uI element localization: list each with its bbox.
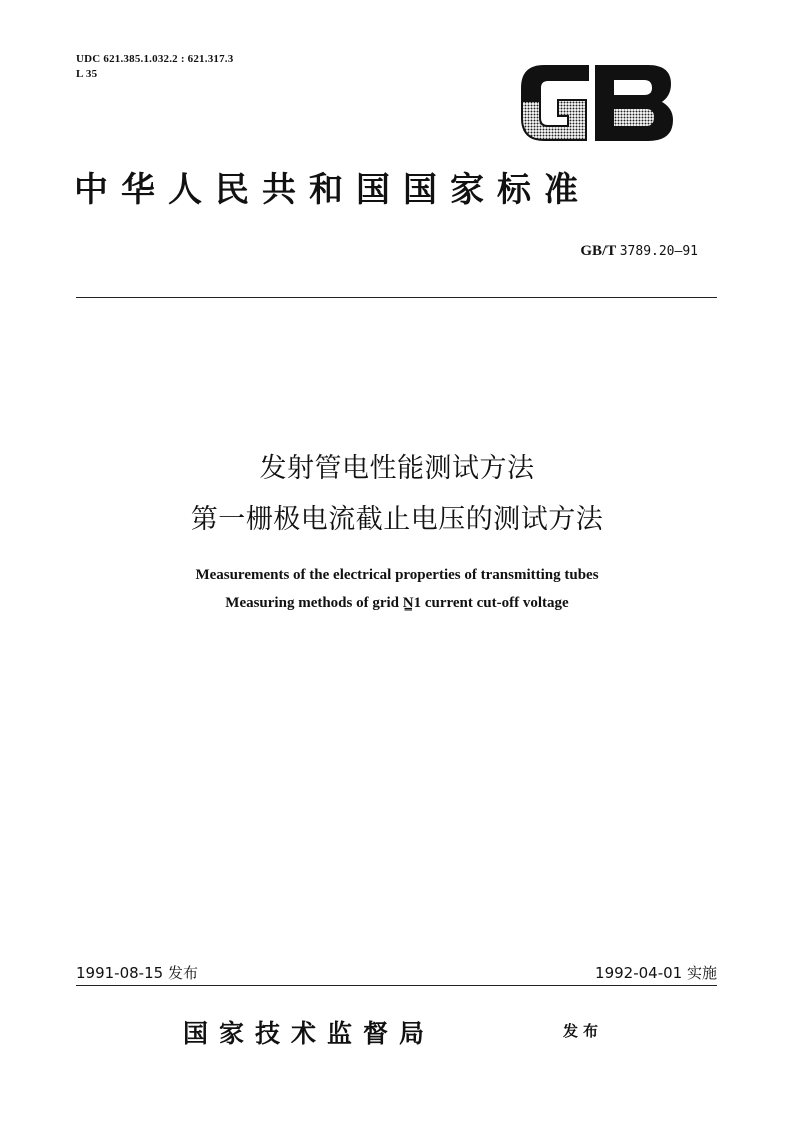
title-cn-line1: 发射管电性能测试方法	[259, 453, 535, 484]
issue-date: 1991-08-15 发布	[76, 964, 198, 982]
gb-logo-icon	[518, 62, 676, 144]
title-cn-line2: 第一栅极电流截止电压的测试方法	[190, 504, 604, 535]
standard-number	[580, 243, 698, 260]
effective-date: 1992-04-01 实施	[595, 964, 717, 982]
national-standard-title: 中华人民共和国国家标准	[74, 170, 591, 210]
standard-prefix: GB/T	[580, 243, 620, 259]
udc-classification-block	[76, 52, 233, 82]
standard-code: 3789.20—91	[619, 244, 698, 259]
classification-code: L 35	[76, 68, 98, 80]
issuer-action: 发布	[563, 1022, 604, 1040]
bottom-divider	[76, 985, 717, 986]
title-en-line1: Measurements of the electrical properties of transmitting tubes	[195, 567, 599, 583]
issuer-name: 国家技术监督局	[183, 1019, 436, 1048]
top-divider	[76, 297, 717, 298]
udc-code: UDC 621.385.1.032.2 : 621.317.3	[76, 53, 234, 65]
title-en-line2: Measuring methods of grid N̳1 current cut-off voltage	[225, 595, 569, 611]
